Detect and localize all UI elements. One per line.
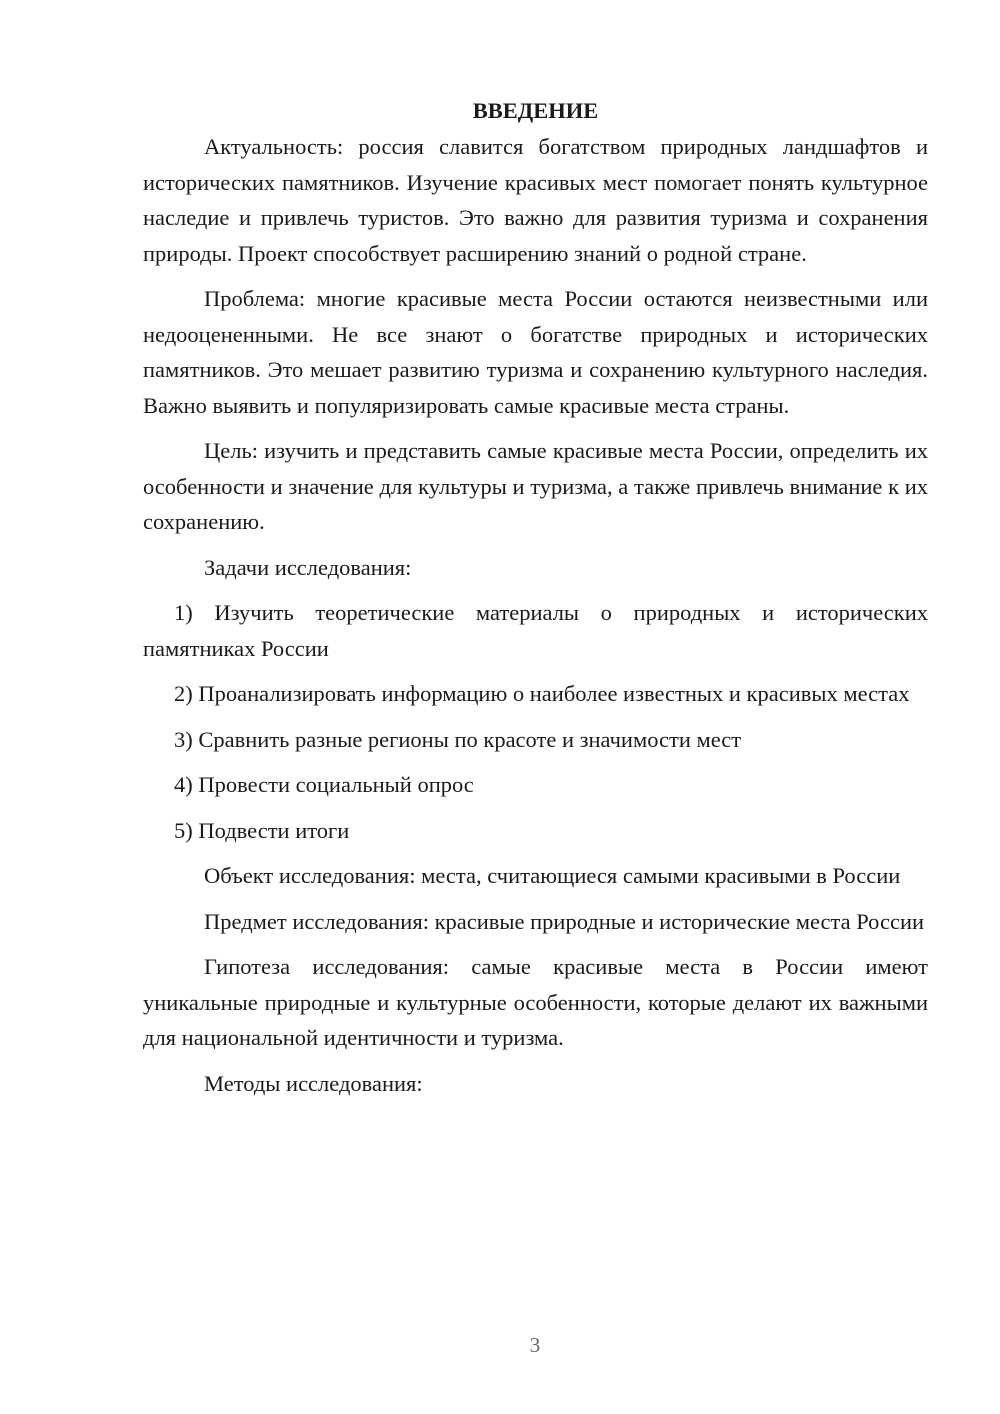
page-number: 3 xyxy=(529,1333,541,1357)
subject-paragraph: Предмет исследования: красивые природные и исторические места России xyxy=(204,908,925,934)
section-title: ВВЕДЕНИЕ xyxy=(472,98,599,123)
problem-paragraph: Проблема: многие красивые места России остаются неизвестными или недооцененными. Не все знают о богатстве природных и исторических памятников. Это мешает развитию туризма и сохранению культурного наследия. Важно выявить и популяризировать самые красивые места страны. xyxy=(143,286,928,418)
relevance-paragraph: Актуальность: россия славится богатством природных ландшафтов и исторических памятников. Изучение красивых мест помогает понять культурное наследие и привлечь туристов. Это важно для развития туризма и сохранения природы. Проект способствует расширению знаний о родной стране. xyxy=(143,134,928,266)
hypothesis-paragraph: Гипотеза исследования: самые красивые места в России имеют уникальные природные и культурные особенности, которые делают их важными для национальной идентичности и туризма. xyxy=(143,954,928,1050)
object-paragraph: Объект исследования: места, считающиеся самыми красивыми в России xyxy=(204,863,901,888)
task-item: 5) Подвести итоги xyxy=(174,817,350,843)
methods-heading: Методы исследования: xyxy=(204,1070,423,1096)
task-item: 3) Сравнить разные регионы по красоте и значимости мест xyxy=(174,726,742,752)
document-page xyxy=(143,96,928,1111)
task-item: 1) Изучить теоретические материалы о природных и исторических памятниках России xyxy=(143,600,928,661)
tasks-heading: Задачи исследования: xyxy=(204,554,412,580)
task-item: 2) Проанализировать информацию о наиболее известных и красивых местах xyxy=(174,681,910,706)
goal-paragraph: Цель: изучить и представить самые красивые места России, определить их особенности и значение для культуры и туризма, а также привлечь внимание к их сохранению. xyxy=(143,438,928,534)
task-item: 4) Провести социальный опрос xyxy=(174,772,474,797)
